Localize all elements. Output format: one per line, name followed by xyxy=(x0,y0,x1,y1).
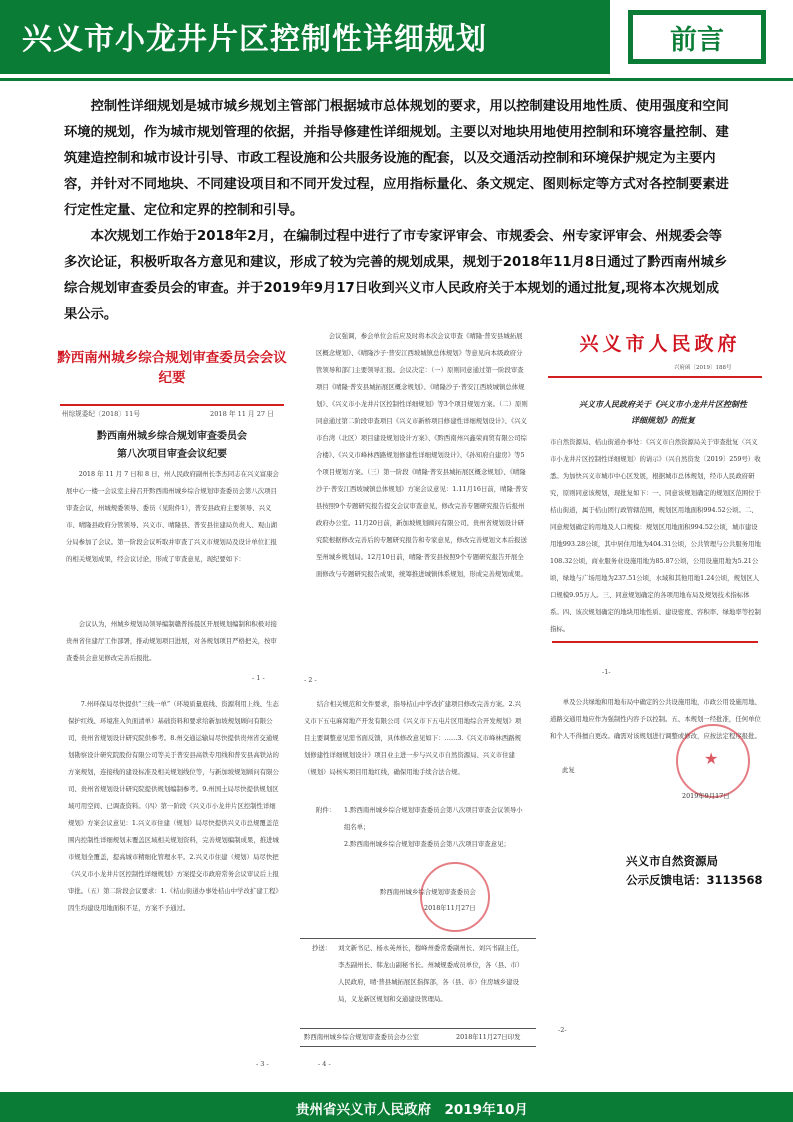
minutes-body: 2018 年 11 月 7 日和 8 日，州人民政府副州长李杰同志在兴义富康会展中心一楼一会议室主持召开黔西南州城乡综合规划审查委员会第八次项目审查会议，州城规委领导、委员（见附件1），普安县政府主要领导、兴义市、晴隆县政府分管领导、兴义市、晴隆县、普安县住建局负责人、观山湖分局参加了会议。第一阶段会议听取并审查了兴义市规划局及设计单位汇报的相关规划成果，经会议讨论，形成了审查意见，现纪要如下： xyxy=(66,470,279,563)
page-number: -1- xyxy=(602,668,611,676)
contact-block xyxy=(626,852,763,890)
official-seal xyxy=(420,862,490,932)
reply-doc-number: 兴府函〔2019〕188号 xyxy=(674,365,732,371)
minutes-body-2: 会议认为，州城乡规划局领导编制赣普扬晨区开展规划编制和积极对接贵州省住建厅工作部署，推动规划项目进展，对各规划项目严格把关，按审查委员会意见修改完善后报批。 xyxy=(66,620,277,662)
reply-body: 市自然资源局、桔山街道办事处：《兴义市自然资源局关于审查批复〈兴义市小龙井片区控制性详细规划〉的请示》（兴自然资发〔2019〕259号）收悉。为加快兴义市城市中心区发展，根据城市总体规划，经市人民政府研究，原则同意该规划，现批复如下：一、同意该规划确定的规划区范围位于桔山街道，属于桔山团行政管辖范围，规划区用地面积994.52公顷。二、同意规划确定的用地及人口规模：规划区用地面积994.52公顷，城市建设用地993.28公顷，其中居住用地为404.31公顷，公共管理与公共服务用地108.32公顷，商业服务业设施用地为85.87公顷，公用设施用地为5.21公顷，绿地与广场用地为237.51公顷，水域和其他用地1.24公顷，规划区人口规模9.95万人。三、同意规划确定的各项用地布局及规划技术指标体系。四、该次规划确定的地块用地性质、建设密度、容积率、绿地率等控制指标。 xyxy=(550,438,761,633)
attachment-1: 1.黔西南州城乡综合规划审查委员会第八次项目审查会议领导小组名单； xyxy=(344,806,523,831)
page-number: - 2 - xyxy=(304,676,317,684)
minutes-sign-date: 2018年11月27日 xyxy=(424,904,476,912)
attachment-2: 2.黔西南州城乡综合规划审查委员会第八次项目审查意见； xyxy=(344,840,510,848)
page-number: - 1 - xyxy=(252,674,265,682)
intro-paragraph-2: 本次规划工作始于2018年2月，在编制过程中进行了市专家评审会、市规委会、州专家评审会、州规委会等多次论证，积极听取各方意见和建议，形成了较为完善的规划成果，规划于2018年11月8日通过了黔西南州城乡综合规划审查委员会的审查。并于2019年9月17日收到兴义市人民政府关于本规划的通过批复,现将本次规划成果公示。 xyxy=(64,229,728,322)
page-number: -2- xyxy=(558,1026,567,1034)
intro-paragraph-1: 控制性详细规划是城市城乡规划主管部门根据城市总体规划的要求，用以控制建设用地性质、使用强度和空间环境的规划，作为城市规划管理的依据，并指导修建性详细规划。主要以对地块用地使用控制和环境容量控制、建筑建造控制和城市设计引导、市政工程设施和公共服务设施的配套，以及交通活动控制和环境保护规定为主要内容，并针对不同地块、不同建设项目和不同开发过程，应用指标量化、条文规定、图则标定等方式对各控制要素进行定性定量、定位和定界的控制和引导。 xyxy=(64,99,729,218)
intro-text xyxy=(64,94,730,328)
header-divider xyxy=(0,78,793,81)
minutes-page-4-body: 结合相关规范和文件要求，指导桔山中学改扩建项目修改完善方案。2.兴义市下五屯麻窝地产开发有限公司《兴义市下五屯片区用地综合开发规划》项目主要调整意见需书面反馈，具体修改意见如下：……3.《兴义市峰林西路规划修建性详细规划设计》项目业主进一步与兴义市自然资源局、兴义市住建（规划）局核实项目用地红线，确保用地手续合法合规。 xyxy=(304,700,522,776)
meeting-minutes-page-2 xyxy=(300,324,536,684)
section-label: 前言 xyxy=(628,10,766,64)
minutes-signature: 黔西南州城乡综合规划审查委员会 xyxy=(380,888,476,896)
divider xyxy=(300,1046,536,1047)
page-number: - 4 - xyxy=(318,1060,331,1068)
meeting-minutes-page-4 xyxy=(300,686,536,1082)
minutes-heading: 黔西南州城乡综合规划审查委员会 第八次项目审查会议纪要 xyxy=(97,431,247,460)
reply-page-2-body: 单及公共绿地和用地布局中确定的公共设施用地，市政公用设施用地、道路交通用地应作为强制性内容予以控制。五、本规划一经批准，任何单位和个人不得擅自更改。确需对该规划进行调整或修改，应按法定程序报批。 xyxy=(550,698,761,740)
page-footer xyxy=(0,1092,793,1122)
cc-label: 抄送： xyxy=(312,944,332,952)
government-reply-page-1 xyxy=(548,330,768,682)
page-title: 兴义市小龙井片区控制性详细规划 xyxy=(22,22,487,57)
page-number: - 3 - xyxy=(256,1060,269,1068)
page-header xyxy=(0,0,793,84)
meeting-minutes-page-3 xyxy=(56,686,290,1082)
government-reply-page-2 xyxy=(548,686,768,836)
issuing-office: 黔西南州城乡综合规划审查委员会办公室 xyxy=(304,1033,420,1041)
minutes-date: 2018 年 11 月 27 日 xyxy=(210,410,274,418)
minutes-page-3-body: 7.州环保局尽快提供“三线一单”（环境质量底线、资源利用上线、生态保护红线、环境准入负面清单）基础资料和要求给新加坡规划顾问有限公司、贵州省规划设计研究院供参考。8.州交通运输局尽快提供贵州省交通规划勘察设计研究院股份有限公司等关于普安县高铁专用线和普安县高铁站的方案规划，连接线的建设标准及相关规划线位等，与新加坡规划顾问有限公司、贵州省规划设计研究院提供规划编制参考。9.州国土局尽快提供规划区域可用空间、已调查资料。（四）第一阶段《兴义市小龙井片区控制性详细规划》方案会议意见：1.兴义市住建（规划）局尽快提供兴义市总规覆盖范围内控制性详细规划未覆盖区域相关规划资料，完善规划编制成果，推进城市规划全覆盖，提高城市精细化管理水平。2.兴义市住建（规划）局尽快把《兴义市小龙井片区控制性详细规划》方案提交市政府常务会议审议后上报审批。（五）第二阶段会议要求：1.《桔山街道办事处桔山中学改扩建工程》因生均建设用地面积不足，方案不予通过。 xyxy=(68,700,279,912)
government-red-title: 兴义市人民政府 xyxy=(579,333,741,355)
reply-sign-date: 2019年9月17日 xyxy=(682,792,730,800)
reply-closing: 此复 xyxy=(562,766,575,774)
minutes-page-2-body: 会议强调，参会单位会后应及时将本次会议审查《晴隆·普安县城拓展区概念规划》、《晴隆沙子·普安江西坡城镇总体规划》等意见向本级政府分管领导和部门主要领导汇报。会议决定：（一）原则同意通过第一阶段审查项目《晴隆·普安县城拓展区概念规划》、《晴隆沙子·普安江西坡城镇总体规划》、《兴义市小龙井片区控制性详细规划》等3个项目规划方案。（二）原则同意通过第二阶段审查项目《兴义市新桥项目修建性详细规划设计》、《兴义市台湾（北区）项目建设规划设计方案》、《黔西南州兴鑫荣商贸有限公司综合楼》、《兴义市峰林西路规划修建性详细规划设计》、《孙知府自建房》等5个项目规划方案。（三）第一阶段《晴隆·普安县城拓展区概念规划》、《晴隆沙子·普安江西坡城镇总体规划》方案会议意见：1.11月16日前，晴隆·普安县按照9个专题研究报告提交会议审查意见，修改完善专题研究报告后报州政府办公室。11月20日前，新加坡规划顾问有限公司、贵州省规划设计研究院根据修改完善后的专题研究报告和专家意见，修改完善规划文本后报送至州城乡规划局。12月10日前，晴隆·普安县按照9个专题研究报告开展全面修改与专题研究报告成果，统筹推进城镇体系规划，形成完善规划成果。 xyxy=(316,332,528,578)
footer-text: 贵州省兴义市人民政府 2019年10月 xyxy=(296,1102,528,1118)
minutes-red-title: 黔西南州城乡综合规划审查委员会会议纪要 xyxy=(57,350,287,386)
reply-title: 兴义市人民政府关于《兴义市小龙井片区控制性详细规划》的批复 xyxy=(579,399,747,425)
underline-mark xyxy=(552,641,758,643)
attachment-label: 附件： xyxy=(316,806,336,814)
red-rule xyxy=(548,376,762,378)
cc-list: 刘文新书记、杨永英州长，穆峰州委常委副州长、刘兴书副主任，李杰副州长、韩龙山副秘书长。州城规委成员单位，各（县、市）人民政府，晴·普县城拓展区指挥部，各（县、市）住房城乡建设局，义龙新区规划和交通建设管理局。 xyxy=(338,944,524,1003)
minutes-ref: 州综规委纪〔2018〕11号 xyxy=(62,410,140,418)
meeting-minutes-page-1 xyxy=(56,334,288,682)
seal-star-icon: ★ xyxy=(704,749,719,768)
divider xyxy=(300,938,536,939)
contact-phone: 公示反馈电话：3113568 xyxy=(626,873,763,887)
issued-date: 2018年11月27日印发 xyxy=(456,1033,521,1041)
contact-organization: 兴义市自然资源局 xyxy=(626,854,718,868)
